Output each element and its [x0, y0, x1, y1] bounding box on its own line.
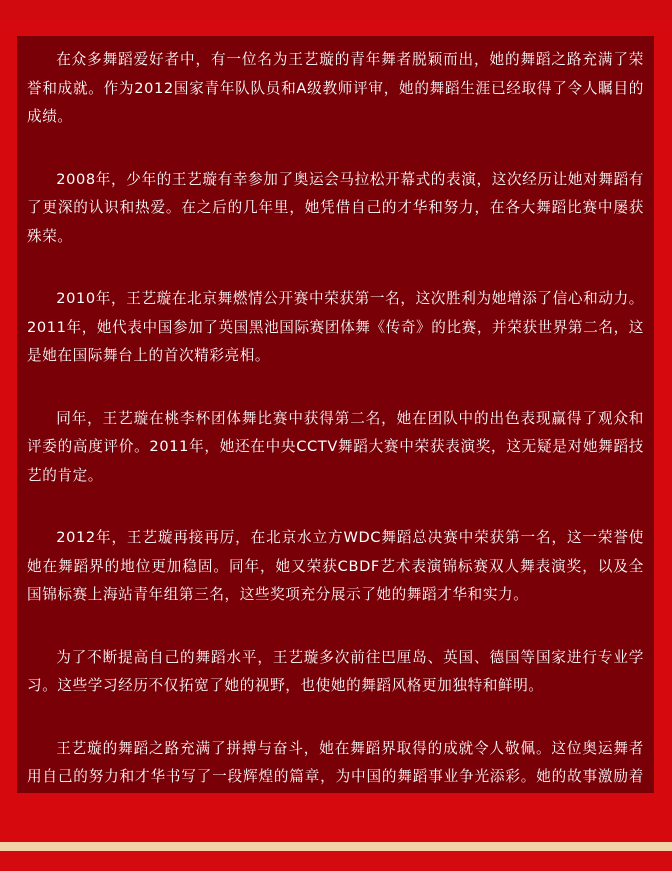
- paragraph-1: 在众多舞蹈爱好者中，有一位名为王艺璇的青年舞者脱颖而出，她的舞蹈之路充满了荣誉和成就。作为2012国家青年队队员和A级教师评审，她的舞蹈生涯已经取得了令人瞩目的成绩。: [27, 51, 644, 125]
- top-border: [0, 0, 672, 20]
- paragraph-5: 2012年，王艺璇再接再厉，在北京水立方WDC舞蹈总决赛中荣获第一名，这一荣誉使她在舞蹈界的地位更加稳固。同年，她又荣获CBDF艺术表演锦标赛双人舞表演奖，以及全国锦标赛上海站青年组第三名，这些奖项充分展示了她的舞蹈才华和实力。: [27, 529, 644, 603]
- gold-divider-stripe: [0, 842, 672, 851]
- article-panel: [17, 36, 654, 793]
- paragraph-4: 同年，王艺璇在桃李杯团体舞比赛中获得第二名，她在团队中的出色表现赢得了观众和评委的高度评价。2011年，她还在中央CCTV舞蹈大赛中荣获表演奖，这无疑是对她舞蹈技艺的肯定。: [27, 409, 644, 484]
- paragraph-7: 王艺璇的舞蹈之路充满了拼搏与奋斗，她在舞蹈界取得的成就令人敬佩。这位奥运舞者用自己的努力和才华书写了一段辉煌的篇章，为中国的舞蹈事业争光添彩。她的故事激励着: [27, 739, 644, 785]
- bottom-border: [0, 851, 672, 871]
- paragraph-3: 2010年，王艺璇在北京舞燃情公开赛中荣获第一名，这次胜利为她增添了信心和动力。2011年，她代表中国参加了英国黑池国际赛团体舞《传奇》的比赛，并荣获世界第二名，这是她在国际舞台上的首次精彩亮相。: [27, 290, 644, 364]
- paragraph-6: 为了不断提高自己的舞蹈水平，王艺璇多次前往巴厘岛、英国、德国等国家进行专业学习。这些学习经历不仅拓宽了她的视野，也使她的舞蹈风格更加独特和鲜明。: [27, 648, 644, 694]
- paragraph-2: 2008年，少年的王艺璇有幸参加了奥运会马拉松开幕式的表演，这次经历让她对舞蹈有了更深的认识和热爱。在之后的几年里，她凭借自己的才华和努力，在各大舞蹈比赛中屡获殊荣。: [27, 170, 644, 245]
